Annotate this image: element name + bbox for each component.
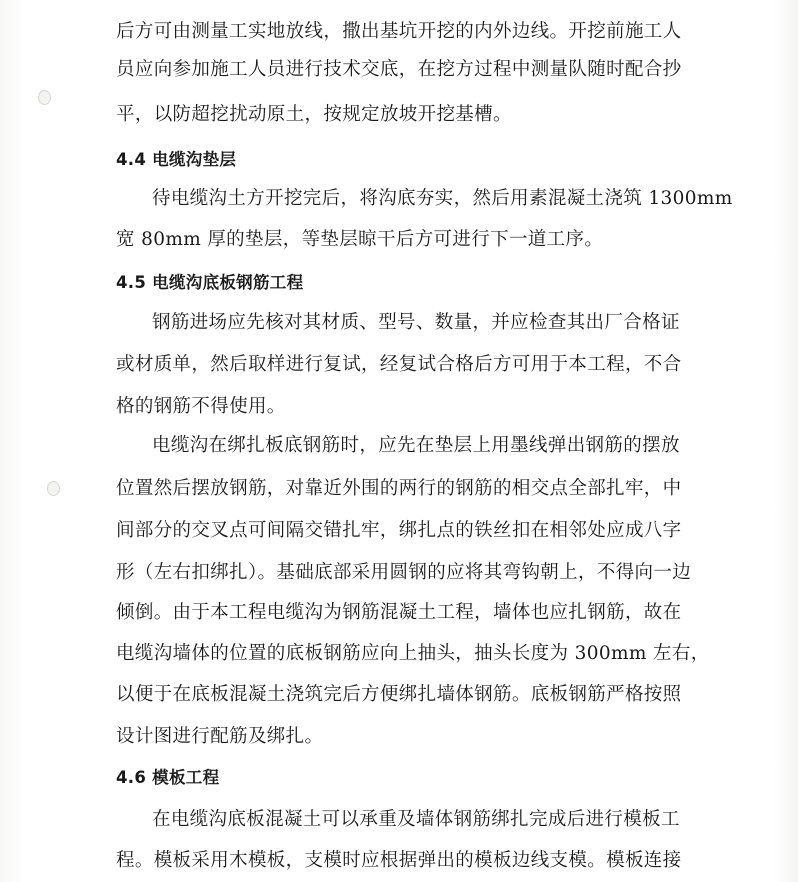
paragraph-line: 钢筋进场应先核对其材质、型号、数量，并应检查其出厂合格证: [152, 312, 680, 333]
paragraph-line: 间部分的交叉点可间隔交错扎牢，绑扎点的铁丝扣在相邻处应成八字: [116, 520, 682, 541]
paragraph-line: 以便于在底板混凝土浇筑完后方便绑扎墙体钢筋。底板钢筋严格按照: [116, 684, 682, 705]
paragraph-line: 电缆沟墙体的位置的底板钢筋应向上抽头，抽头长度为 300mm 左右，: [116, 643, 710, 664]
paragraph-line: 程。模板采用木模板，支模时应根据弹出的模板边线支模。模板连接: [116, 850, 682, 871]
paragraph-line: 平，以防超挖扰动原土，按规定放坡开挖基槽。: [116, 104, 512, 125]
punch-hole-mark: [38, 90, 51, 105]
section-heading-4-6: 4.6 模板工程: [116, 768, 220, 787]
paragraph-line: 位置然后摆放钢筋，对靠近外围的两行的钢筋的相交点全部扎牢，中: [116, 478, 682, 499]
paragraph-line: 待电缆沟土方开挖完后，将沟底夯实，然后用素混凝土浇筑 1300mm: [152, 188, 733, 209]
paragraph-line: 倾倒。由于本工程电缆沟为钢筋混凝土工程，墙体也应扎钢筋，故在: [116, 602, 682, 623]
paragraph-line: 宽 80mm 厚的垫层，等垫层晾干后方可进行下一道工序。: [116, 229, 604, 250]
paragraph-line: 格的钢筋不得使用。: [116, 396, 286, 417]
paragraph-line: 形（左右扣绑扎）。基础底部采用圆钢的应将其弯钩朝上，不得向一边: [116, 562, 692, 583]
paragraph-line: 电缆沟在绑扎板底钢筋时，应先在垫层上用墨线弹出钢筋的摆放: [152, 435, 680, 456]
paragraph-line: 后方可由测量工实地放线，撒出基坑开挖的内外边线。开挖前施工人: [116, 21, 682, 42]
paragraph-line: 或材质单，然后取样进行复试，经复试合格后方可用于本工程，不合: [116, 354, 682, 375]
punch-hole-mark: [47, 481, 60, 496]
paragraph-line: 设计图进行配筋及绑扎。: [116, 726, 324, 747]
paragraph-line: 在电缆沟底板混凝土可以承重及墙体钢筋绑扎完成后进行模板工: [152, 809, 680, 830]
paragraph-line: 员应向参加施工人员进行技术交底，在挖方过程中测量队随时配合抄: [116, 59, 682, 80]
section-heading-4-5: 4.5 电缆沟底板钢筋工程: [116, 273, 304, 292]
section-heading-4-4: 4.4 电缆沟垫层: [116, 150, 237, 169]
